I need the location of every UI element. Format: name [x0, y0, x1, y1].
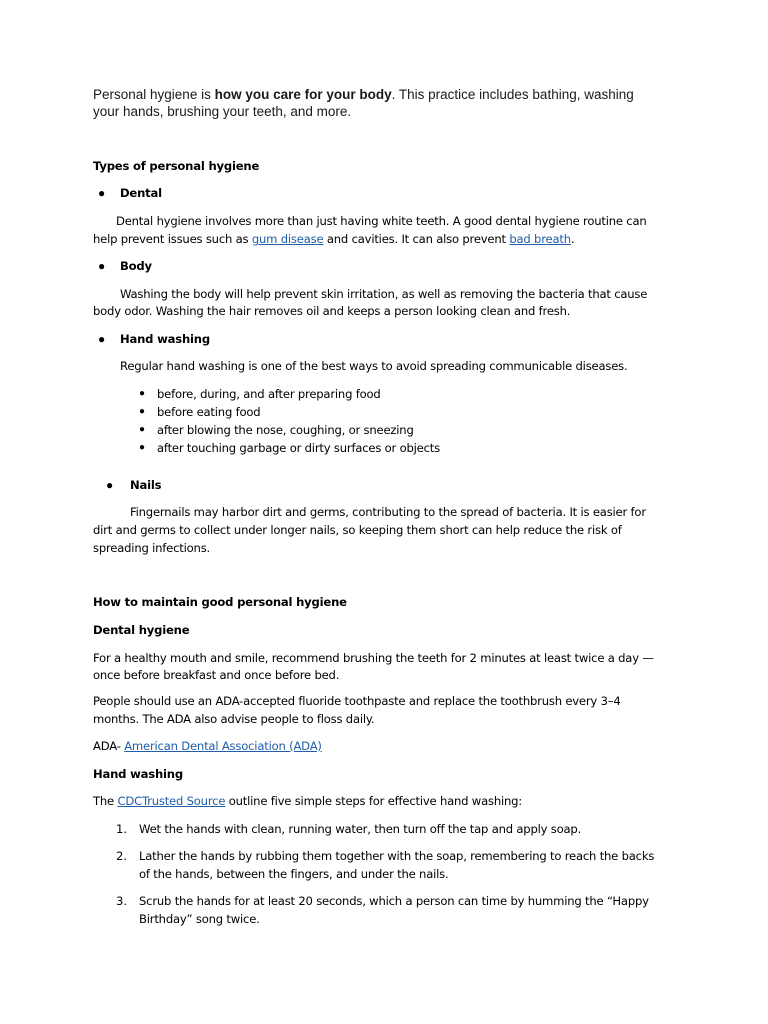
cdc-line — [93, 792, 522, 810]
step-number: 3. — [116, 894, 128, 908]
section-heading-maintain: How to maintain good personal hygiene — [93, 595, 347, 609]
list-item: after touching garbage or dirty surfaces or objects — [157, 441, 440, 455]
intro-line-2: your hands, brushing your teeth, and more. — [93, 104, 352, 119]
type-title-dental: Dental — [120, 186, 162, 200]
dental-tip-line-1: For a healthy mouth and smile, recommend brushing the teeth for 2 minutes at least twice a day — — [93, 651, 654, 665]
bullet-icon: ● — [106, 478, 114, 492]
dental-paragraph-line-2 — [93, 230, 574, 248]
step-1-line-1: Wet the hands with clean, running water, then turn off the tap and apply soap. — [139, 822, 582, 836]
intro-line-1 — [93, 86, 634, 104]
bad-breath-link[interactable]: bad breath — [509, 232, 571, 246]
dental-tip-line-4: months. The ADA also advise people to floss daily. — [93, 712, 375, 726]
dental-paragraph-line-1: Dental hygiene involves more than just having white teeth. A good dental hygiene routine can — [116, 214, 647, 228]
dental-tip-line-3: People should use an ADA-accepted fluoride toothpaste and replace the toothbrush every 3–4 — [93, 694, 621, 708]
step-number: 1. — [116, 822, 128, 836]
bullet-icon: ● — [98, 332, 106, 346]
text: . — [570, 232, 575, 246]
step-number: 2. — [116, 849, 128, 863]
body-paragraph-line-2: body odor. Washing the hair removes oil and keeps a person looking clean and fresh. — [93, 304, 571, 318]
list-item: before eating food — [157, 405, 261, 419]
type-title-hand-washing: Hand washing — [120, 332, 210, 346]
dental-tip-line-2: once before breakfast and once before bed. — [93, 668, 340, 682]
intro-text: . This practice includes bathing, washing — [391, 87, 634, 102]
text: outline five simple steps for effective hand washing: — [225, 794, 523, 808]
gum-disease-link[interactable]: gum disease — [251, 232, 324, 246]
nails-paragraph-line-2: dirt and germs to collect under longer nails, so keeping them short can help reduce the risk of — [93, 523, 622, 537]
bullet-icon: ● — [139, 388, 146, 399]
step-2-line-1: Lather the hands by rubbing them together with the soap, remembering to reach the backs — [139, 849, 655, 863]
step-2-line-2: of the hands, between the fingers, and under the nails. — [139, 867, 449, 881]
section-heading-types: Types of personal hygiene — [93, 159, 260, 173]
type-title-body: Body — [120, 259, 152, 273]
hand-paragraph: Regular hand washing is one of the best ways to avoid spreading communicable diseases. — [120, 359, 628, 373]
bullet-icon: ● — [139, 424, 146, 435]
ada-line — [93, 737, 322, 755]
subheading-dental-hygiene: Dental hygiene — [93, 623, 190, 637]
type-title-nails: Nails — [130, 478, 162, 492]
list-item: after blowing the nose, coughing, or sneezing — [157, 423, 414, 437]
bullet-icon: ● — [98, 259, 106, 273]
ada-link[interactable]: American Dental Association (ADA) — [124, 739, 322, 753]
text: help prevent issues such as — [93, 232, 252, 246]
nails-paragraph-line-1: Fingernails may harbor dirt and germs, contributing to the spread of bacteria. It is easier for — [130, 505, 646, 519]
text: and cavities. It can also prevent — [323, 232, 510, 246]
subheading-hand-washing: Hand washing — [93, 767, 183, 781]
step-3-line-1: Scrub the hands for at least 20 seconds, which a person can time by humming the “Happy — [139, 894, 649, 908]
intro-text: Personal hygiene is — [93, 87, 215, 102]
bullet-icon: ● — [139, 406, 146, 417]
body-paragraph-line-1: Washing the body will help prevent skin irritation, as well as removing the bacteria that cause — [120, 287, 648, 301]
bullet-icon: ● — [98, 186, 106, 200]
nails-paragraph-line-3: spreading infections. — [93, 541, 211, 555]
text: The — [93, 794, 118, 808]
step-3-line-2: Birthday” song twice. — [139, 912, 260, 926]
bullet-icon: ● — [139, 442, 146, 453]
cdc-trusted-source-link[interactable]: CDCTrusted Source — [117, 794, 226, 808]
list-item: before, during, and after preparing food — [157, 387, 381, 401]
text: ADA- — [93, 739, 125, 753]
intro-bold-text: how you care for your body — [214, 87, 392, 102]
